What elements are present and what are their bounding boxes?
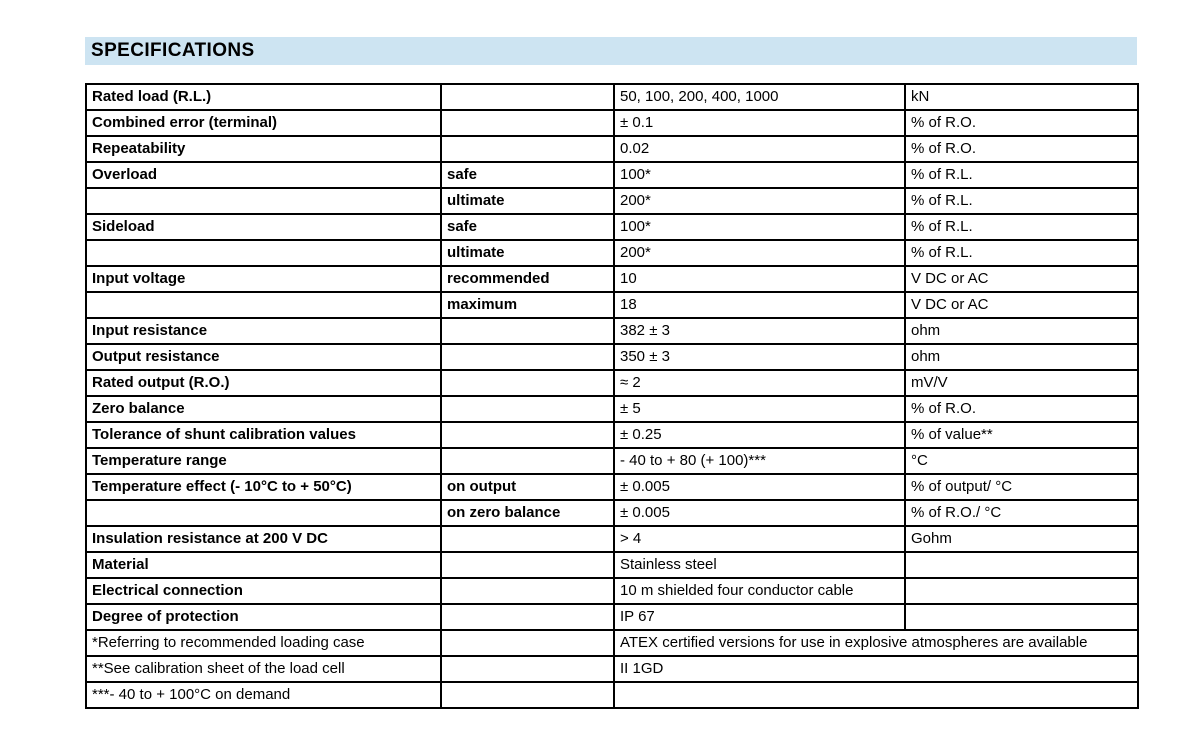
- value-cell: 0.02: [614, 136, 905, 162]
- value-cell: 100*: [614, 162, 905, 188]
- value-cell: ≈ 2: [614, 370, 905, 396]
- table-row: [86, 84, 1138, 110]
- table-row: [86, 604, 1138, 630]
- unit-cell: ohm: [905, 318, 1138, 344]
- value-cell: 200*: [614, 240, 905, 266]
- specifications-table: [85, 83, 1139, 709]
- table-row: [86, 344, 1138, 370]
- param-cell: Material: [86, 552, 441, 578]
- unit-cell: % of R.L.: [905, 162, 1138, 188]
- qualifier-cell: [441, 84, 614, 110]
- qualifier-cell: safe: [441, 162, 614, 188]
- param-cell: **See calibration sheet of the load cell: [86, 656, 441, 682]
- param-cell: Temperature effect (- 10°C to + 50°C): [86, 474, 441, 500]
- param-cell: Output resistance: [86, 344, 441, 370]
- param-cell: Insulation resistance at 200 V DC: [86, 526, 441, 552]
- table-row: [86, 448, 1138, 474]
- table-row: [86, 500, 1138, 526]
- unit-cell: V DC or AC: [905, 266, 1138, 292]
- value-cell: 382 ± 3: [614, 318, 905, 344]
- table-row: [86, 266, 1138, 292]
- qualifier-cell: [441, 656, 614, 682]
- param-cell: Input resistance: [86, 318, 441, 344]
- value-cell: [614, 682, 1138, 708]
- qualifier-cell: ultimate: [441, 240, 614, 266]
- value-cell: 10 m shielded four conductor cable: [614, 578, 905, 604]
- value-cell: 10: [614, 266, 905, 292]
- value-cell: - 40 to + 80 (+ 100)***: [614, 448, 905, 474]
- value-cell: 200*: [614, 188, 905, 214]
- value-cell: ATEX certified versions for use in explosive atmospheres are available: [614, 630, 1138, 656]
- unit-cell: % of R.L.: [905, 214, 1138, 240]
- value-cell: ± 0.005: [614, 500, 905, 526]
- page-title: SPECIFICATIONS: [91, 40, 255, 61]
- param-cell: Rated load (R.L.): [86, 84, 441, 110]
- unit-cell: °C: [905, 448, 1138, 474]
- qualifier-cell: [441, 396, 614, 422]
- value-cell: Stainless steel: [614, 552, 905, 578]
- param-cell: Sideload: [86, 214, 441, 240]
- param-cell: Overload: [86, 162, 441, 188]
- qualifier-cell: [441, 552, 614, 578]
- qualifier-cell: [441, 318, 614, 344]
- unit-cell: % of R.O.: [905, 110, 1138, 136]
- table-row: [86, 578, 1138, 604]
- specifications-header-bar: [85, 37, 1137, 65]
- qualifier-cell: [441, 448, 614, 474]
- qualifier-cell: on output: [441, 474, 614, 500]
- value-cell: 350 ± 3: [614, 344, 905, 370]
- param-cell: Degree of protection: [86, 604, 441, 630]
- unit-cell: ohm: [905, 344, 1138, 370]
- table-row: [86, 162, 1138, 188]
- table-row: [86, 370, 1138, 396]
- value-cell: ± 0.005: [614, 474, 905, 500]
- unit-cell: [905, 552, 1138, 578]
- table-row: [86, 552, 1138, 578]
- table-row: [86, 136, 1138, 162]
- table-row: [86, 656, 1138, 682]
- param-cell: Input voltage: [86, 266, 441, 292]
- unit-cell: Gohm: [905, 526, 1138, 552]
- qualifier-cell: [441, 604, 614, 630]
- qualifier-cell: [441, 578, 614, 604]
- unit-cell: mV/V: [905, 370, 1138, 396]
- param-cell: Electrical connection: [86, 578, 441, 604]
- value-cell: 18: [614, 292, 905, 318]
- table-row: [86, 240, 1138, 266]
- unit-cell: % of value**: [905, 422, 1138, 448]
- value-cell: IP 67: [614, 604, 905, 630]
- param-cell: Rated output (R.O.): [86, 370, 441, 396]
- table-row: [86, 214, 1138, 240]
- unit-cell: V DC or AC: [905, 292, 1138, 318]
- param-cell: Combined error (terminal): [86, 110, 441, 136]
- qualifier-cell: [441, 526, 614, 552]
- table-row: [86, 110, 1138, 136]
- qualifier-cell: [441, 344, 614, 370]
- qualifier-cell: [441, 630, 614, 656]
- unit-cell: % of output/ °C: [905, 474, 1138, 500]
- table-row: [86, 396, 1138, 422]
- datasheet-content: [85, 37, 1137, 709]
- value-cell: II 1GD: [614, 656, 1138, 682]
- qualifier-cell: [441, 110, 614, 136]
- table-row: [86, 682, 1138, 708]
- qualifier-cell: on zero balance: [441, 500, 614, 526]
- table-row: [86, 474, 1138, 500]
- qualifier-cell: [441, 422, 614, 448]
- unit-cell: [905, 604, 1138, 630]
- param-cell: *Referring to recommended loading case: [86, 630, 441, 656]
- value-cell: ± 0.25: [614, 422, 905, 448]
- param-cell: Repeatability: [86, 136, 441, 162]
- qualifier-cell: safe: [441, 214, 614, 240]
- table-row: [86, 292, 1138, 318]
- param-cell: Zero balance: [86, 396, 441, 422]
- param-cell: [86, 500, 441, 526]
- unit-cell: % of R.O.: [905, 396, 1138, 422]
- table-row: [86, 318, 1138, 344]
- value-cell: 100*: [614, 214, 905, 240]
- param-cell: [86, 240, 441, 266]
- specifications-table-body: [86, 84, 1138, 708]
- qualifier-cell: [441, 136, 614, 162]
- param-cell: ***- 40 to + 100°C on demand: [86, 682, 441, 708]
- param-cell: Tolerance of shunt calibration values: [86, 422, 441, 448]
- value-cell: 50, 100, 200, 400, 1000: [614, 84, 905, 110]
- qualifier-cell: maximum: [441, 292, 614, 318]
- unit-cell: [905, 578, 1138, 604]
- unit-cell: kN: [905, 84, 1138, 110]
- qualifier-cell: [441, 370, 614, 396]
- unit-cell: % of R.L.: [905, 240, 1138, 266]
- table-row: [86, 526, 1138, 552]
- unit-cell: % of R.O./ °C: [905, 500, 1138, 526]
- value-cell: > 4: [614, 526, 905, 552]
- param-cell: [86, 188, 441, 214]
- unit-cell: % of R.O.: [905, 136, 1138, 162]
- qualifier-cell: ultimate: [441, 188, 614, 214]
- qualifier-cell: [441, 682, 614, 708]
- value-cell: ± 5: [614, 396, 905, 422]
- unit-cell: % of R.L.: [905, 188, 1138, 214]
- value-cell: ± 0.1: [614, 110, 905, 136]
- table-row: [86, 188, 1138, 214]
- param-cell: [86, 292, 441, 318]
- table-row: [86, 630, 1138, 656]
- param-cell: Temperature range: [86, 448, 441, 474]
- qualifier-cell: recommended: [441, 266, 614, 292]
- table-row: [86, 422, 1138, 448]
